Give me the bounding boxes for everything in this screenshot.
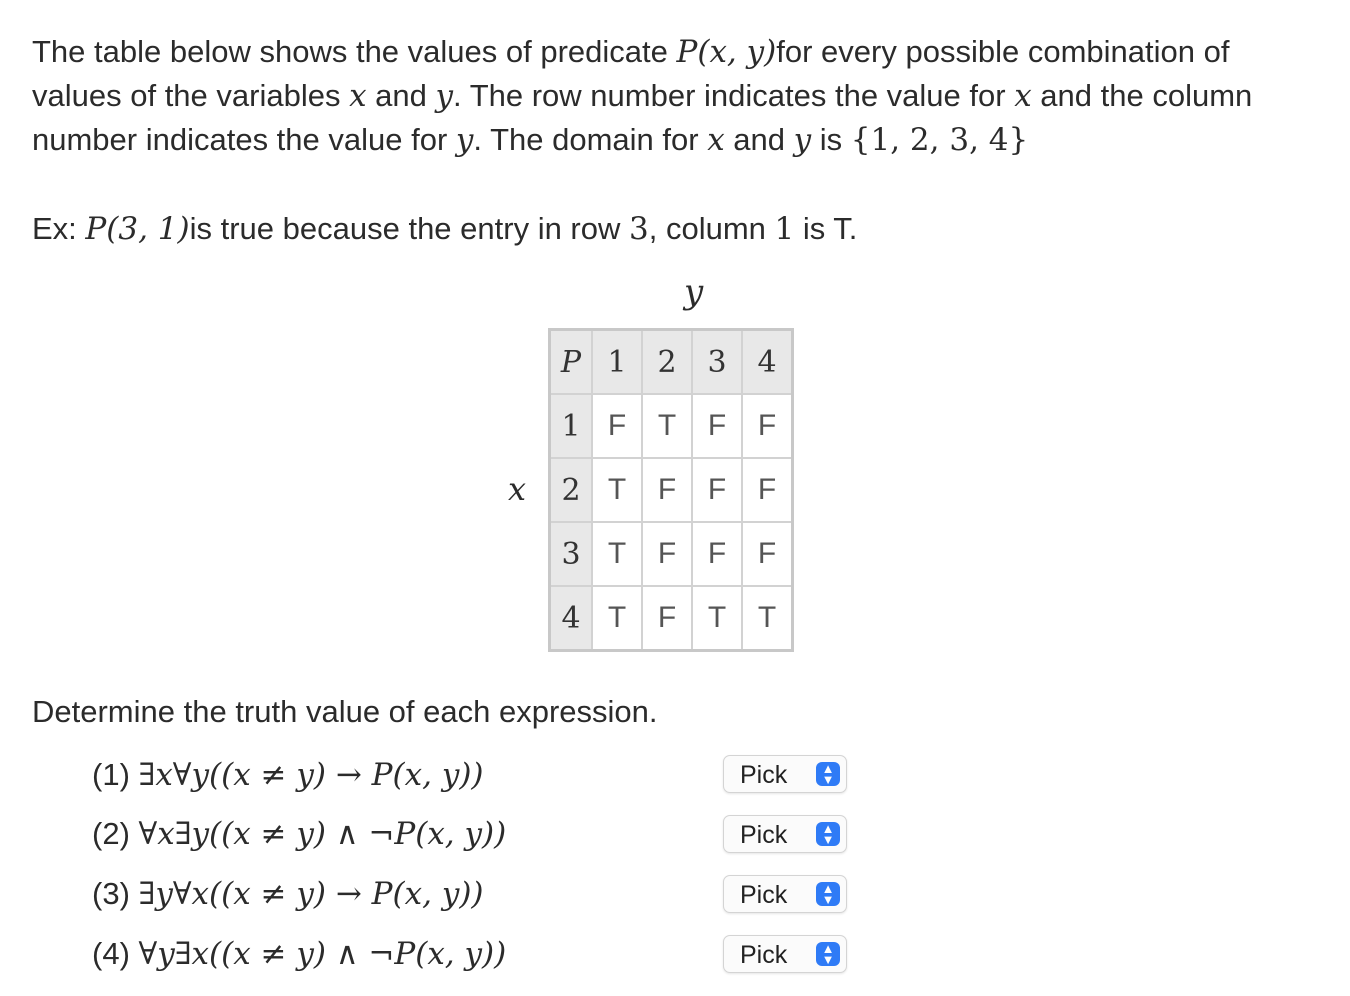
table-row — [550, 394, 793, 458]
row-header: 1 — [550, 394, 593, 458]
table-cell: T — [742, 586, 793, 651]
table-cell: T — [642, 394, 692, 458]
table-cell: F — [692, 394, 742, 458]
select-value: Pick — [740, 821, 788, 849]
row-header: 4 — [550, 586, 593, 651]
table-cell: F — [592, 394, 642, 458]
expression-3: (3) ∃y∀x((x ≠ y) → P(x, y)) — [92, 876, 484, 912]
table-cell: F — [642, 586, 692, 651]
x-axis-label: x — [508, 470, 527, 508]
table-cell: F — [742, 458, 793, 522]
table-cell: F — [642, 522, 692, 586]
table-cell: F — [642, 458, 692, 522]
table-cell: F — [742, 394, 793, 458]
example-text: Ex: P(3, 1)is true because the entry in row 3, column 1 is T. — [32, 211, 858, 247]
instruction-text: Determine the truth value of each expression. — [32, 694, 658, 729]
expression-2: (2) ∀x∃y((x ≠ y) ∧ ¬P(x, y)) — [92, 816, 507, 852]
select-value: Pick — [740, 881, 788, 909]
table-cell: T — [592, 458, 642, 522]
table-cell: T — [692, 586, 742, 651]
column-header: 4 — [742, 330, 793, 395]
select-value: Pick — [740, 941, 788, 969]
answer-select-3[interactable] — [723, 875, 847, 913]
answer-select-2[interactable] — [723, 815, 847, 853]
answer-select-1[interactable] — [723, 755, 847, 793]
column-header: 2 — [642, 330, 692, 395]
answer-select-4[interactable] — [723, 935, 847, 973]
expression-1: (1) ∃x∀y((x ≠ y) → P(x, y)) — [92, 757, 484, 793]
column-header: 3 — [692, 330, 742, 395]
expression-4: (4) ∀y∃x((x ≠ y) ∧ ¬P(x, y)) — [92, 936, 507, 972]
up-down-chevron-icon: ▲ ▼ — [816, 882, 840, 906]
table-cell: F — [692, 522, 742, 586]
truth-table — [548, 328, 794, 652]
table-row — [550, 522, 793, 586]
up-down-chevron-icon: ▲ ▼ — [816, 942, 840, 966]
column-header: 1 — [592, 330, 642, 395]
table-row — [550, 586, 793, 651]
table-cell: F — [742, 522, 793, 586]
table-cell: T — [592, 522, 642, 586]
intro-paragraph: The table below shows the values of predicate P(x, y)for every possible combination of values of the variables x and y. The row number indicates the value for x and the column number indicates the value for y. The domain for x and y is {1, 2, 3, 4} — [32, 34, 1253, 158]
row-header: 3 — [550, 522, 593, 586]
predicate-symbol: P(x, y) — [676, 34, 777, 70]
y-axis-label: y — [684, 272, 704, 312]
table-cell: F — [692, 458, 742, 522]
up-down-chevron-icon: ▲ ▼ — [816, 762, 840, 786]
up-down-chevron-icon: ▲ ▼ — [816, 822, 840, 846]
table-cell: T — [592, 586, 642, 651]
table-header-row — [550, 330, 793, 395]
domain-set: {1, 2, 3, 4} — [850, 122, 1029, 158]
table-row — [550, 458, 793, 522]
table-corner-cell: P — [550, 330, 593, 395]
row-header: 2 — [550, 458, 593, 522]
select-value: Pick — [740, 761, 788, 789]
